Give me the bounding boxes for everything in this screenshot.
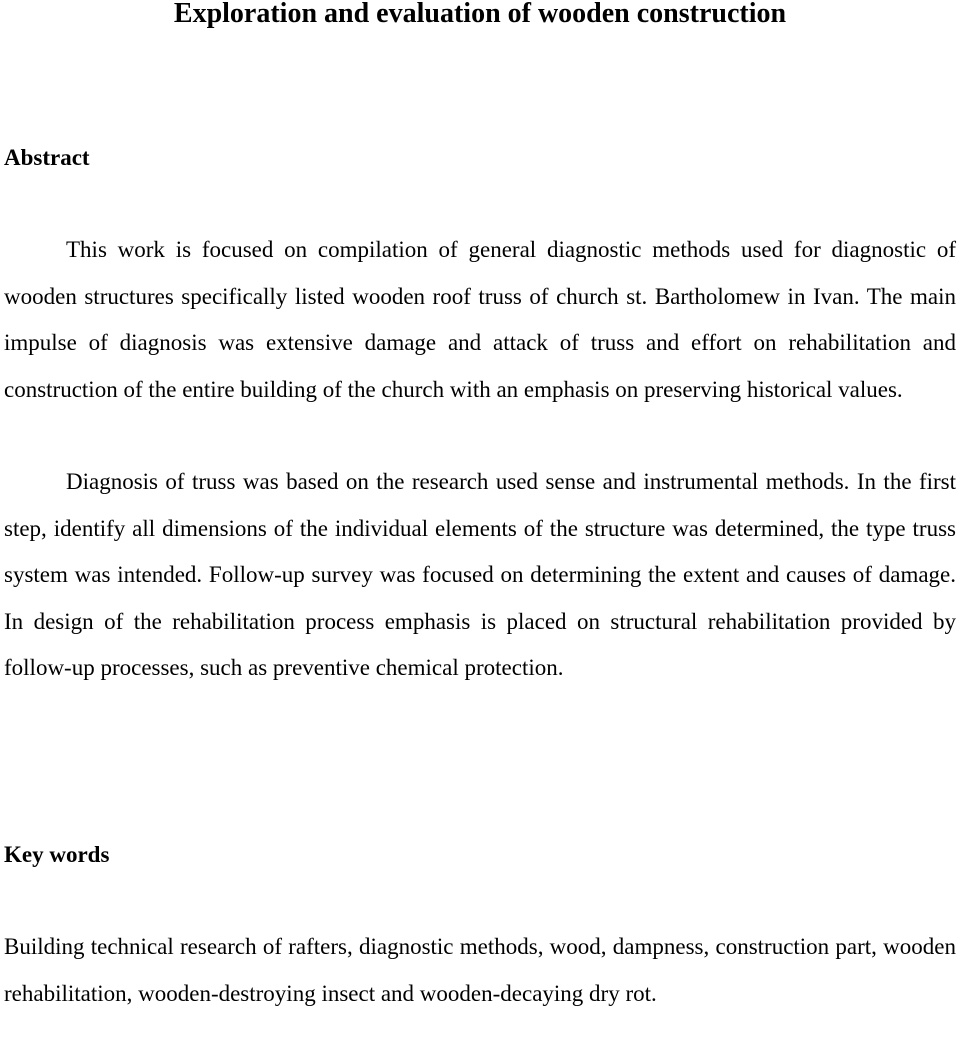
abstract-paragraph-1: This work is focused on compilation of general diagnostic methods used for diagnostic of wooden structures specifically listed wooden roof truss of church st. Bartholomew in Ivan. The main impulse of diagnosis was extensive damage and attack of truss and effort on rehabilitation and construction of the entire building of the church with an emphasis on preserving historical values.: [4, 237, 956, 402]
abstract-heading: Abstract: [4, 145, 90, 170]
keywords-heading: Key words: [4, 842, 110, 867]
abstract-paragraph-2: Diagnosis of truss was based on the research used sense and instrumental methods. In the first step, identify all dimensions of the individual elements of the structure was determined, the type truss system was intended. Follow-up survey was focused on determining the extent and causes of damage. In design of the rehabilitation process emphasis is placed on structural rehabilitation provided by follow-up processes, such as preventive chemical protection.: [4, 469, 956, 680]
document-title: Exploration and evaluation of wooden construction: [173, 0, 787, 29]
keywords-text: Building technical research of rafters, diagnostic methods, wood, dampness, construction part, wooden rehabilitation, wooden-destroying insect and wooden-decaying dry rot.: [4, 934, 956, 1006]
